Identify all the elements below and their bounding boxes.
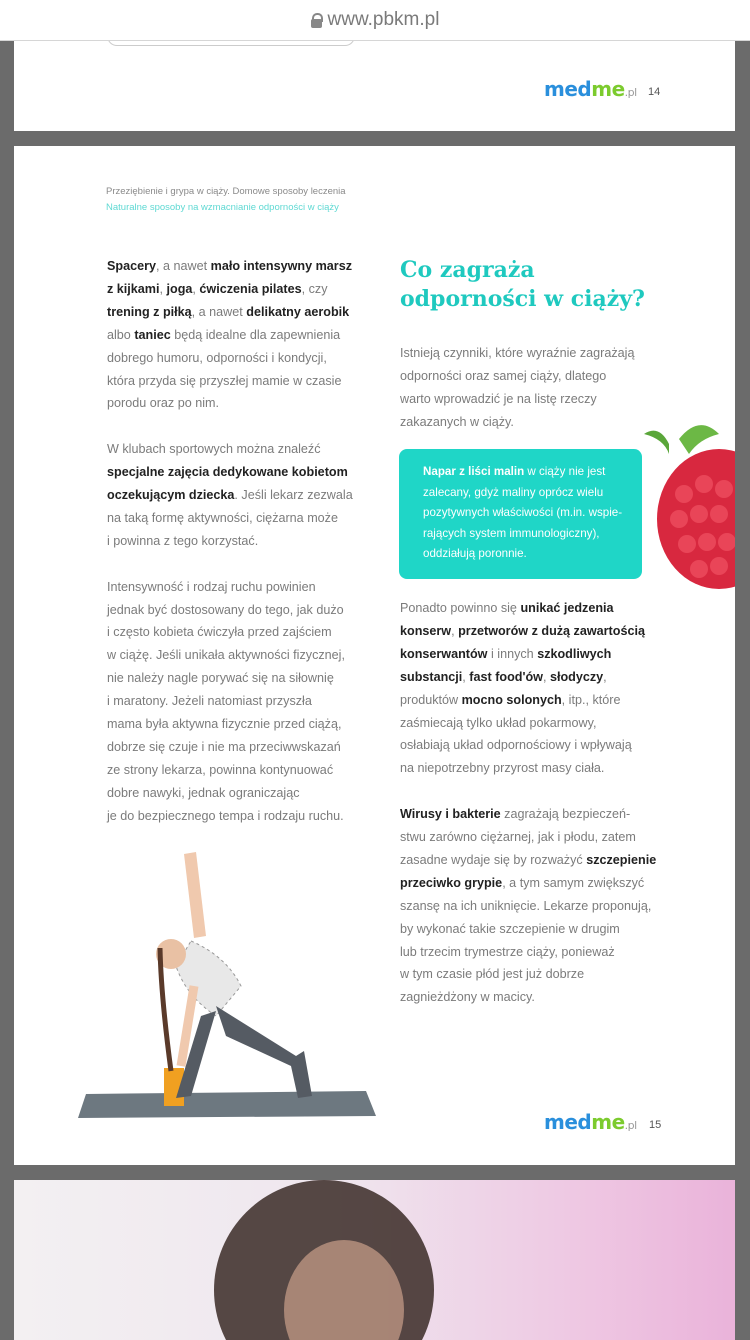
text-line [107,690,353,713]
url-text: www.pbkm.pl [327,9,440,30]
bold-text: mocno solonych [461,692,562,707]
text: dobrze się czuje i nie ma przeciwwskazań [107,740,341,754]
text: . Jeśli lekarz zezwala [234,488,353,503]
text-line [107,667,353,690]
text-line [400,734,656,757]
bold-text: taniec [134,327,171,342]
bold-text: unikać jedzenia [520,601,614,615]
text-line [400,365,635,388]
paragraph [423,462,622,565]
text-line [400,666,656,689]
text: jednak być dostosowany do tego, jak dużo [107,602,344,617]
text: zaśmiecają tylko układ pokarmowy, [400,715,597,730]
page-number: 14 [648,86,661,98]
logo-part: .pl [624,86,637,99]
text: w ciążę. Jeśli unikała aktywności fizycznej, [107,648,345,663]
text: porodu oraz po nim. [107,396,220,411]
text: produktów [400,692,462,707]
section-heading [400,256,645,314]
bold-text: fast food'ów [469,669,543,684]
text: stwu zarówno ciężarnej, jak i płodu, zatem [400,830,636,845]
text: rających system immunologiczny), [423,526,600,540]
bold-text: konserw [400,623,452,638]
pdf-page-16 [14,1180,735,1340]
text: je do bezpiecznego tempa i rodzaju ruchu. [107,808,344,823]
intro-text [400,342,635,434]
bold-text: joga [166,281,193,296]
text-line [400,872,656,895]
text: mama była aktywna fizycznie przed ciążą, [107,717,342,732]
bold-text: substancji [400,669,463,684]
text-line [400,986,656,1009]
bold-text: Napar z liści malin [423,465,525,478]
text: zagrażają bezpieczeń- [500,807,631,822]
text-line [400,826,656,849]
text-line [107,621,353,644]
text-line [400,411,635,434]
text: na taką formę aktywności, ciężarna może [107,510,338,525]
logo-part: .pl [624,1119,637,1132]
text-line [400,963,656,986]
text: szansę na ich uniknięcie. Lekarze proponują, [400,898,652,913]
bold-text: Spacery [107,259,157,273]
text: i maratony. Jeżeli natomiast przyszła [107,694,312,709]
text: w ciąży nie jest [524,465,606,478]
bold-text: ćwiczenia pilates [199,281,302,296]
paragraph [400,342,635,434]
text-line [400,918,656,941]
logo-part: med [544,1110,592,1134]
logo-part: me [591,1110,625,1134]
medme-logo [544,1110,637,1134]
text: ze strony lekarza, powinna kontynuować [107,762,334,777]
text-line [400,849,656,872]
text-line [423,524,622,545]
bold-text: oczekującym dziecka [107,488,235,503]
text: , [462,669,470,684]
yoga-woman-image [76,846,376,1126]
text-line [107,301,353,324]
text-line [107,370,353,393]
text: , [159,281,167,296]
text-line [423,462,622,483]
text: osłabiają układ odpornościowy i wpływają [400,738,632,753]
text-line [107,782,353,805]
bold-text: specjalne zajęcia dedykowane kobietom [107,465,348,480]
text-line [107,530,353,553]
bold-text: słodyczy [549,669,604,684]
bold-text: przeciwko grypie [400,875,503,890]
raspberry-image [639,414,735,594]
text: , [451,623,459,638]
text: zakazanych w ciąży. [400,414,514,429]
pdf-page-14 [14,30,735,131]
text: nie należy nagle porywać się na siłownię [107,671,334,686]
text: W klubach sportowych można znaleźć [107,442,321,457]
text: , a nawet [191,304,247,319]
bold-text: z kijkami [107,281,160,296]
text: , a tym samym zwiększyć [502,875,645,890]
text: zalecany, gdyż maliny oprócz wielu [423,485,604,499]
pdf-page-15 [14,146,735,1165]
browser-address-bar[interactable] [0,0,750,41]
text: i powinna z tego korzystać. [107,533,259,548]
text-line [400,643,656,666]
text: dobrego humoru, odporności i kondycji, [107,350,327,365]
text-line [400,803,656,826]
text-line [400,895,656,918]
text: , [603,669,607,684]
text-line [107,576,353,599]
text: , itp., które [561,692,621,707]
text-line [107,392,353,415]
text: lub trzecim trymestrze ciąży, ponieważ [400,944,615,959]
text: na niepotrzebny przyrost masy ciała. [400,761,605,776]
logo-part: med [544,77,592,101]
text-line [107,644,353,667]
text-line [400,689,656,712]
right-column-text [400,597,656,1009]
paragraph [107,438,353,553]
text-line [107,736,353,759]
paragraph [400,597,656,780]
callout-text [423,462,622,565]
text-line [107,347,353,370]
text: Ponadto powinno się [400,601,521,615]
text-line [400,342,635,365]
text: oddziałują poronnie. [423,547,527,561]
page-number: 15 [649,1119,662,1131]
text: będą idealne dla zapewnienia [170,327,341,342]
heading-line: Co zagraża [400,257,535,283]
text-line [107,461,353,484]
url-display[interactable] [311,9,440,31]
breadcrumb-subtitle: Naturalne sposoby na wzmacnianie odporności w ciąży [106,202,339,213]
text-line [400,597,656,620]
lock-icon [311,13,322,27]
text: odporności oraz samej ciąży, dlatego [400,368,607,383]
text-line [107,805,353,828]
text-line [107,324,353,347]
logo-part: me [591,77,625,101]
bold-text: przetworów z dużą zawartością [458,623,645,638]
callout-box [399,449,642,579]
left-column-text [107,255,353,828]
paragraph [400,803,656,1009]
paragraph [107,255,353,415]
text: , a nawet [156,259,211,273]
text-line [107,484,353,507]
breadcrumb-title: Przeziębienie i grypa w ciąży. Domowe sposoby leczenia [106,186,346,197]
text: pozytywnych właściwości (m.in. wspie- [423,506,623,520]
medme-logo [544,77,637,101]
text-line [107,255,353,278]
text-line [107,507,353,530]
heading-line: odporności w ciąży? [400,286,645,312]
text-line [107,759,353,782]
text-line [107,278,353,301]
bold-text: mało intensywny marsz [210,259,353,273]
bold-text: konserwantów [400,646,488,661]
bold-text: szkodliwych [537,646,612,661]
text: i innych [487,646,538,661]
text: dobre nawyki, jednak ograniczając [107,785,300,800]
text-line [400,757,656,780]
bold-text: trening z piłką [107,304,192,319]
text: , czy [301,281,328,296]
text-line [400,712,656,735]
paragraph [107,576,353,828]
text-line [423,544,622,565]
woman-photo [194,1180,454,1340]
text-line [107,713,353,736]
text-line [107,599,353,622]
text: zasadne wydaje się by rozważyć [400,852,587,867]
text: , [192,281,200,296]
text-line [400,388,635,411]
bold-text: delikatny aerobik [246,304,350,319]
text: Intensywność i rodzaj ruchu powinien [107,579,316,594]
text: w tym czasie płód jest już dobrze [400,967,585,982]
text: i często kobieta ćwiczyła przed zajściem [107,625,332,640]
text: albo [107,327,135,342]
text-line [400,941,656,964]
text: Istnieją czynniki, które wyraźnie zagrażają [400,346,635,360]
text: warto wprowadzić je na listę rzeczy [400,391,597,406]
text: , [542,669,550,684]
text-line [107,438,353,461]
bold-text: Wirusy i bakterie [400,807,501,822]
text: zagnieżdżony w macicy. [400,990,535,1005]
text-line [400,620,656,643]
text: by wykonać takie szczepienie w drugim [400,921,620,936]
text: która przyda się przyszłej mamie w czasie [107,373,342,388]
bold-text: szczepienie [586,852,657,867]
text-line [423,503,622,524]
text-line [423,483,622,504]
